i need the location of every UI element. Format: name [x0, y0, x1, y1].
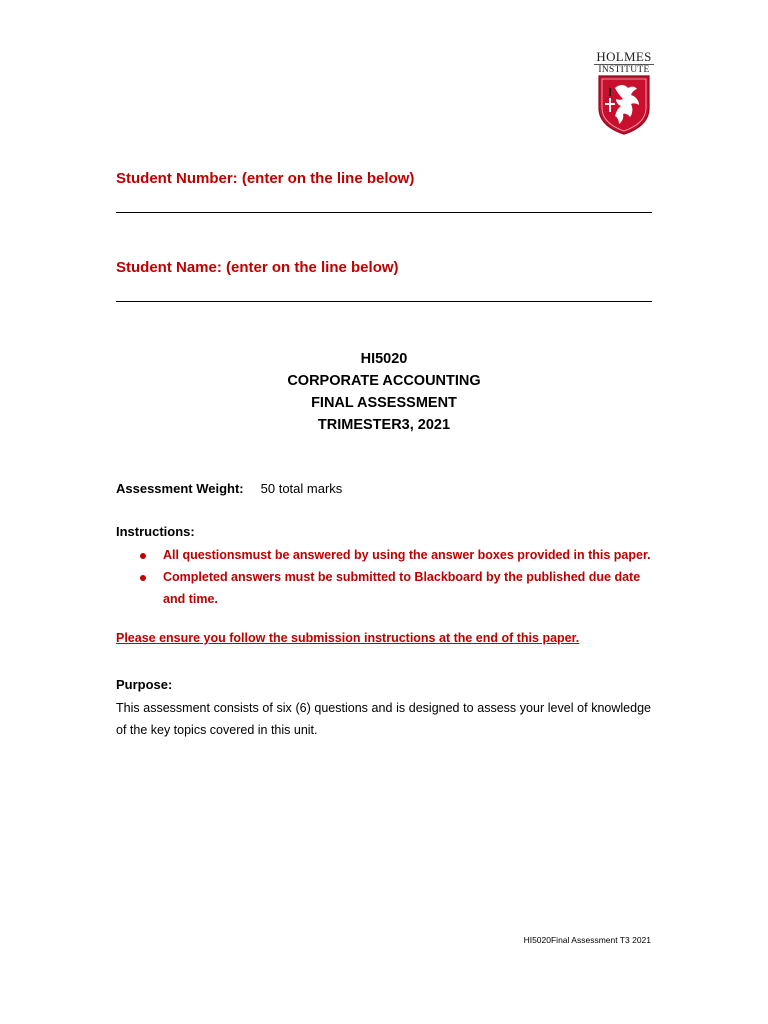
logo-line-1: HOLMES	[596, 49, 652, 64]
list-item: All questionsmust be answered by using the answer boxes provided in this paper.	[116, 544, 656, 566]
logo-line-2: INSTITUTE	[594, 64, 654, 76]
weight-value: 50 total marks	[260, 481, 343, 496]
purpose-heading: Purpose:	[116, 677, 173, 692]
assessment-weight	[116, 481, 342, 496]
bullet-icon	[140, 553, 146, 559]
term-label: TRIMESTER3, 2021	[317, 417, 451, 433]
bullet-icon	[140, 575, 146, 581]
purpose-text: This assessment consists of six (6) questions and is designed to assess your level of knowledge of the key topics covered in this unit.	[116, 701, 651, 737]
submission-note: Please ensure you follow the submission instructions at the end of this paper.	[116, 631, 580, 645]
document-title	[0, 348, 768, 436]
griffin-shield-icon	[597, 74, 651, 136]
page-footer: HI5020Final Assessment T3 2021	[523, 935, 651, 945]
student-name-line[interactable]	[116, 301, 652, 302]
student-number-line[interactable]	[116, 212, 652, 213]
assessment-name: FINAL ASSESSMENT	[311, 395, 457, 411]
student-name-label: Student Name: (enter on the line below)	[116, 259, 399, 276]
holmes-institute-logo	[594, 50, 654, 136]
list-item: Completed answers must be submitted to Blackboard by the published due date and time.	[116, 566, 656, 610]
weight-label: Assessment Weight:	[116, 481, 244, 496]
instructions-list	[116, 544, 656, 610]
unit-code: HI5020	[360, 351, 408, 367]
student-number-label: Student Number: (enter on the line below)	[116, 170, 415, 187]
instructions-heading: Instructions:	[116, 524, 195, 539]
unit-name: CORPORATE ACCOUNTING	[287, 373, 481, 389]
